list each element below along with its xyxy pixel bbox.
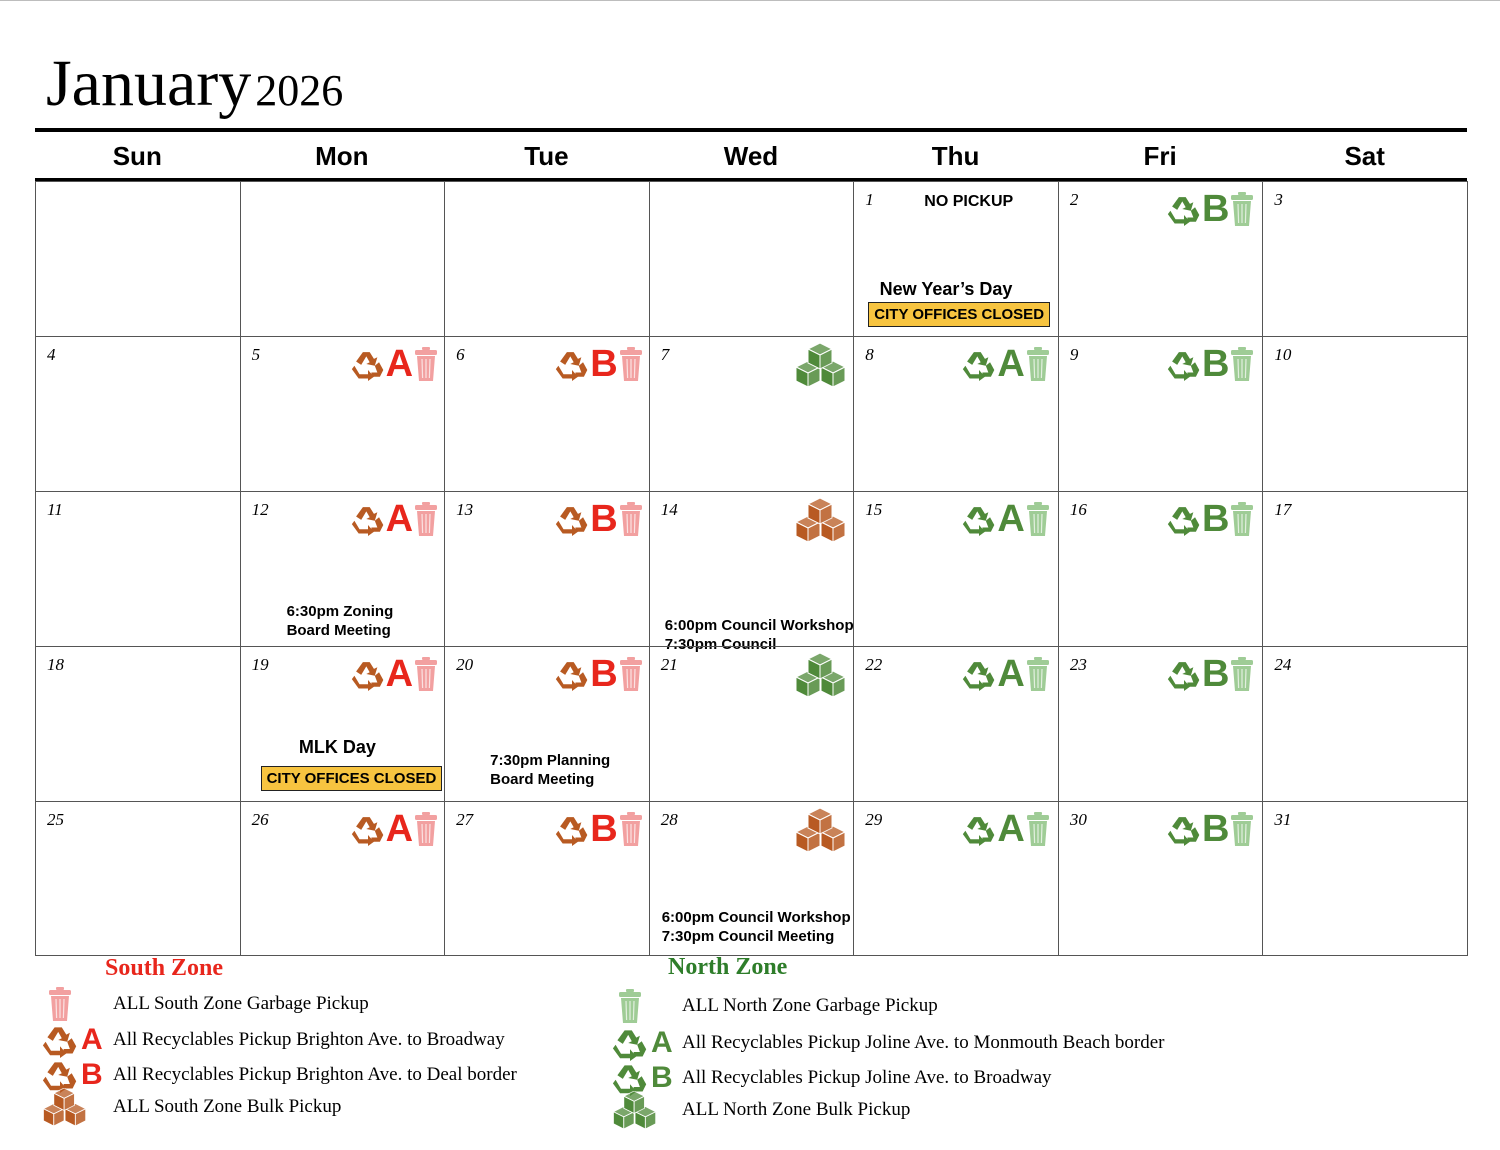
day-cell-25[interactable] xyxy=(36,801,241,956)
route-letter: B xyxy=(590,343,618,385)
weekday-sun: Sun xyxy=(112,141,162,171)
recycle-icon xyxy=(351,347,385,381)
day-cell-16[interactable] xyxy=(1059,491,1264,646)
recycle-icon xyxy=(1167,347,1201,381)
pickup-icons xyxy=(962,500,1049,538)
route-letter: A xyxy=(385,653,414,695)
south-legend-icon xyxy=(42,1022,113,1058)
route-letter: A xyxy=(385,498,414,540)
recycle-icon xyxy=(1167,192,1201,226)
day-number: 20 xyxy=(456,655,474,674)
pickup-icons xyxy=(962,810,1049,848)
route-letter: A xyxy=(997,498,1025,540)
garbage-can-icon xyxy=(1026,657,1050,691)
pickup-icons xyxy=(1167,190,1254,228)
event-line: 7:30pm Council xyxy=(664,636,777,653)
recycle-icon xyxy=(555,812,589,846)
holiday-name: MLK Day xyxy=(298,737,376,757)
day-number: 3 xyxy=(1274,190,1283,209)
north-legend-text: All Recyclables Pickup Joline Ave. to Monmouth Beach border xyxy=(682,1032,1165,1053)
day-number: 24 xyxy=(1274,655,1292,674)
south-legend-text: All Recyclables Pickup Brighton Ave. to Deal border xyxy=(113,1064,517,1085)
garbage-can-icon xyxy=(619,812,643,846)
south-legend-item xyxy=(42,1088,341,1126)
recycle-icon xyxy=(351,502,385,536)
city-offices-closed-badge: CITY OFFICES CLOSED xyxy=(868,302,1050,327)
south-legend-icon xyxy=(42,1088,113,1126)
recycle-icon xyxy=(351,657,385,691)
pickup-icons xyxy=(351,810,438,848)
day-cell-5[interactable] xyxy=(241,336,446,491)
garbage-can-icon xyxy=(414,812,438,846)
year: 2026 xyxy=(255,66,344,115)
recycle-icon xyxy=(555,502,589,536)
empty-cell[interactable] xyxy=(241,181,446,336)
day-cell-6[interactable] xyxy=(445,336,650,491)
pickup-icons xyxy=(962,345,1049,383)
event-line: Board Meeting xyxy=(286,622,391,639)
day-number: 5 xyxy=(251,345,261,364)
legend-route-letter: A xyxy=(651,1026,673,1059)
day-cell-2[interactable] xyxy=(1059,181,1264,336)
south-legend-text: All Recyclables Pickup Brighton Ave. to Broadway xyxy=(113,1029,505,1050)
garbage-can-icon xyxy=(1230,192,1254,226)
north-legend-text: ALL North Zone Garbage Pickup xyxy=(682,995,938,1016)
calendar-grid xyxy=(35,181,1467,956)
pickup-icons xyxy=(1167,810,1254,848)
day-number: 9 xyxy=(1069,345,1079,364)
route-letter: B xyxy=(1201,188,1230,230)
day-number: 27 xyxy=(456,810,474,829)
day-cell-30[interactable] xyxy=(1059,801,1264,956)
recycle-icon xyxy=(962,657,996,691)
garbage-can-icon xyxy=(48,987,72,1021)
legend-route-letter: B xyxy=(81,1058,103,1091)
pickup-icons xyxy=(555,655,642,693)
bulk-boxes-icon xyxy=(795,653,847,697)
no-pickup-note: NO PICKUP xyxy=(924,193,1014,210)
route-letter: B xyxy=(1201,343,1230,385)
north-legend-icon xyxy=(612,989,682,1023)
meeting-event xyxy=(490,751,610,789)
holiday-name: New Year’s Day xyxy=(879,279,1013,299)
recycle-icon xyxy=(351,812,385,846)
event-line: Board Meeting xyxy=(490,771,595,788)
day-cell-13[interactable] xyxy=(445,491,650,646)
day-cell-1[interactable] xyxy=(854,181,1059,336)
recycle-icon xyxy=(962,812,996,846)
month-name: January xyxy=(46,47,252,120)
garbage-can-icon xyxy=(1230,657,1254,691)
city-offices-closed-badge: CITY OFFICES CLOSED xyxy=(261,766,443,791)
route-letter: B xyxy=(590,808,618,850)
bulk-boxes-icon xyxy=(612,1091,658,1129)
north-legend-icon xyxy=(612,1091,682,1129)
day-cell-24[interactable] xyxy=(1263,646,1468,801)
route-letter: B xyxy=(590,653,618,695)
garbage-can-icon xyxy=(1026,502,1050,536)
day-number: 29 xyxy=(865,810,883,829)
day-number: 25 xyxy=(47,810,64,829)
day-number: 6 xyxy=(456,345,465,364)
day-number: 18 xyxy=(47,655,64,674)
day-cell-27[interactable] xyxy=(445,801,650,956)
pickup-icons xyxy=(351,345,438,383)
pickup-icons xyxy=(555,345,642,383)
legend-route-letter: A xyxy=(81,1023,103,1056)
recycle-icon xyxy=(555,657,589,691)
north-legend-text: ALL North Zone Bulk Pickup xyxy=(682,1099,911,1120)
garbage-can-icon xyxy=(619,502,643,536)
north-legend-text: All Recyclables Pickup Joline Ave. to Broadway xyxy=(682,1067,1052,1088)
day-number: 17 xyxy=(1274,500,1292,519)
day-cell-26[interactable] xyxy=(241,801,446,956)
garbage-can-icon xyxy=(619,657,643,691)
day-number: 23 xyxy=(1069,655,1087,674)
recycle-icon xyxy=(962,502,996,536)
pickup-icons xyxy=(1167,500,1254,538)
weekday-fri: Fri xyxy=(1143,141,1177,171)
event-line: 6:00pm Council Workshop xyxy=(664,617,854,634)
north-legend-item xyxy=(612,1025,1164,1061)
page-top-border xyxy=(0,0,1500,1)
pickup-icons xyxy=(555,500,642,538)
garbage-can-icon xyxy=(1230,347,1254,381)
bulk-boxes-icon xyxy=(795,808,847,852)
pickup-icons xyxy=(351,655,438,693)
day-cell-3[interactable] xyxy=(1263,181,1468,336)
meeting-event xyxy=(662,908,851,946)
route-letter: A xyxy=(385,343,414,385)
day-cell-19[interactable] xyxy=(241,646,446,801)
day-number: 15 xyxy=(865,500,883,519)
north-zone-legend-title: North Zone xyxy=(668,954,788,980)
empty-cell[interactable] xyxy=(650,181,855,336)
day-cell-10[interactable] xyxy=(1263,336,1468,491)
day-cell-9[interactable] xyxy=(1059,336,1264,491)
weekday-sat: Sat xyxy=(1344,141,1385,171)
route-letter: A xyxy=(997,343,1025,385)
south-zone-legend-title: South Zone xyxy=(105,955,224,981)
garbage-can-icon xyxy=(618,989,642,1023)
north-legend-icon xyxy=(612,1025,682,1061)
pickup-icons xyxy=(1167,345,1254,383)
empty-cell[interactable] xyxy=(445,181,650,336)
event-line: 7:30pm Council Meeting xyxy=(661,928,835,945)
weekday-tue: Tue xyxy=(524,141,569,171)
day-cell-7[interactable] xyxy=(650,336,855,491)
south-legend-text: ALL South Zone Garbage Pickup xyxy=(113,993,369,1014)
day-number: 16 xyxy=(1069,500,1087,519)
south-legend-item xyxy=(42,1022,505,1058)
recycle-icon xyxy=(1167,502,1201,536)
day-cell-23[interactable] xyxy=(1059,646,1264,801)
empty-cell[interactable] xyxy=(36,181,241,336)
meeting-event xyxy=(287,602,394,640)
pickup-icons xyxy=(555,810,642,848)
day-cell-21[interactable] xyxy=(650,646,855,801)
north-legend-item xyxy=(612,989,938,1023)
day-cell-11[interactable] xyxy=(36,491,241,646)
day-number: 11 xyxy=(47,500,63,519)
recycle-icon xyxy=(1167,812,1201,846)
day-cell-12[interactable] xyxy=(241,491,446,646)
day-number: 4 xyxy=(47,345,56,364)
day-number: 8 xyxy=(865,345,874,364)
day-cell-8[interactable] xyxy=(854,336,1059,491)
route-letter: A xyxy=(997,653,1025,695)
legend-route-letter: B xyxy=(651,1061,673,1094)
route-letter: B xyxy=(1201,653,1230,695)
garbage-can-icon xyxy=(619,347,643,381)
south-legend-icon xyxy=(42,987,113,1021)
weekday-thu: Thu xyxy=(931,141,980,171)
day-number: 31 xyxy=(1274,810,1292,829)
bulk-boxes-icon xyxy=(795,343,847,387)
calendar-title xyxy=(46,46,343,122)
recycle-icon xyxy=(1167,657,1201,691)
event-line: 7:30pm Planning xyxy=(490,752,611,769)
pickup-icons xyxy=(962,655,1049,693)
day-cell-14[interactable] xyxy=(650,491,855,653)
garbage-can-icon xyxy=(414,657,438,691)
day-number: 13 xyxy=(456,500,474,519)
day-number: 28 xyxy=(660,810,678,829)
garbage-can-icon xyxy=(1230,502,1254,536)
day-cell-4[interactable] xyxy=(36,336,241,491)
bulk-boxes-icon xyxy=(42,1088,88,1126)
day-cell-15[interactable] xyxy=(854,491,1059,646)
title-rule xyxy=(35,128,1467,132)
route-letter: B xyxy=(1201,808,1230,850)
garbage-can-icon xyxy=(414,502,438,536)
event-line: 6:30pm Zoning xyxy=(286,603,394,620)
day-cell-20[interactable] xyxy=(445,646,650,801)
recycle-icon xyxy=(42,1022,78,1058)
day-number: 12 xyxy=(251,500,269,519)
event-line: 6:00pm Council Workshop xyxy=(661,909,851,926)
day-number: 21 xyxy=(660,655,678,674)
day-number: 30 xyxy=(1069,810,1087,829)
day-cell-17[interactable] xyxy=(1263,491,1468,646)
day-number: 26 xyxy=(251,810,269,829)
day-cell-31[interactable] xyxy=(1263,801,1468,956)
pickup-icons xyxy=(351,500,438,538)
bulk-boxes-icon xyxy=(795,498,847,542)
garbage-can-icon xyxy=(1026,812,1050,846)
garbage-can-icon xyxy=(1026,347,1050,381)
pickup-icons xyxy=(1167,655,1254,693)
day-number: 2 xyxy=(1069,190,1079,209)
recycle-icon xyxy=(962,347,996,381)
day-cell-29[interactable] xyxy=(854,801,1059,956)
day-cell-18[interactable] xyxy=(36,646,241,801)
recycle-icon xyxy=(612,1025,648,1061)
route-letter: B xyxy=(590,498,618,540)
garbage-can-icon xyxy=(1230,812,1254,846)
north-legend-item xyxy=(612,1091,910,1129)
south-legend-text: ALL South Zone Bulk Pickup xyxy=(113,1096,342,1117)
garbage-can-icon xyxy=(414,347,438,381)
day-number: 10 xyxy=(1274,345,1292,364)
route-letter: A xyxy=(997,808,1025,850)
day-cell-22[interactable] xyxy=(854,646,1059,801)
route-letter: A xyxy=(385,808,414,850)
day-number: 22 xyxy=(865,655,883,674)
day-number: 14 xyxy=(660,500,678,519)
recycle-icon xyxy=(555,347,589,381)
weekday-wed: Wed xyxy=(723,141,779,171)
day-number: 1 xyxy=(865,190,874,209)
south-legend-item xyxy=(42,987,369,1021)
day-number: 7 xyxy=(660,345,670,364)
day-cell-28[interactable] xyxy=(650,801,855,956)
route-letter: B xyxy=(1201,498,1230,540)
day-number: 19 xyxy=(251,655,269,674)
weekday-mon: Mon xyxy=(315,141,369,171)
